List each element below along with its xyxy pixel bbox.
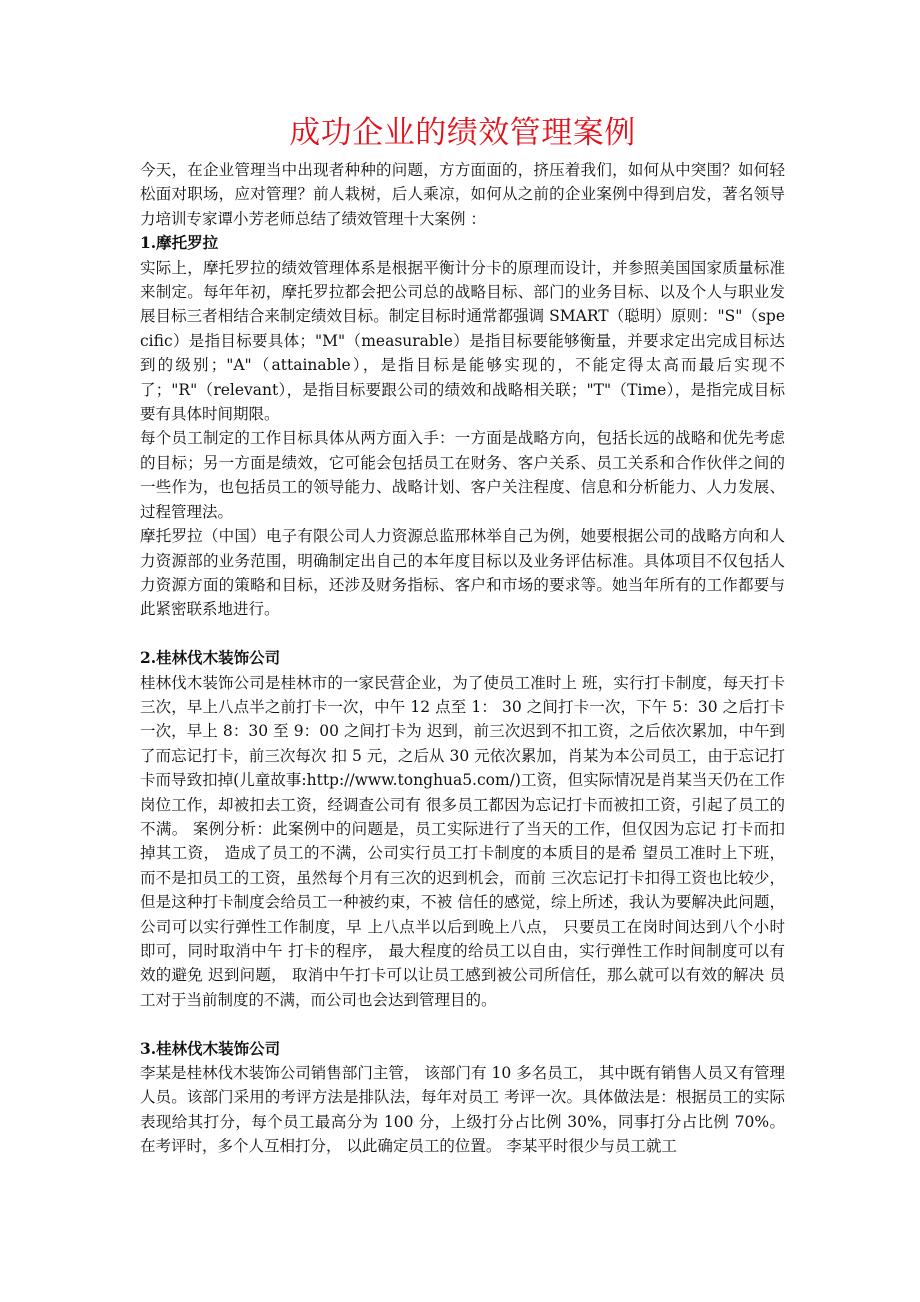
section-paragraph: 桂林伐木装饰公司是桂林市的一家民营企业，为了使员工准时上 班，实行打卡制度，每天打卡三次，早上八点半之前打卡一次，中午 12 点至 1： 30 之间打卡一次，下午 5：30 之后打卡一次，早上 8：30 至 9：00 之间打卡为 迟到，前三次迟到不扣工资，之后依次累加，中午到了而忘记打卡，前三次每次 扣 5 元，之后从 30 元依次累加，肖某为本公司员工，由于忘记打卡而导致扣掉(儿童故事:http://www.tonghua5.com/)工资，但实际情况是肖某当天仍在工作岗位工作，却被扣去工资，经调查公司有 很多员工都因为忘记打卡而被扣工资，引起了员工的不满。 案例分析：此案例中的问题是，员工实际进行了当天的工作，但仅因为忘记 打卡而扣掉其工资， 造成了员工的不满，公司实行员工打卡制度的本质目的是希 望员工准时上下班，而不是扣员工的工资，虽然每个月有三次的迟到机会，而前 三次忘记打卡扣得工资也比较少，但是这种打卡制度会给员工一种被约束，不被 信任的感觉，综上所述，我认为要解决此问题，公司可以实行弹性工作制度，早 上八点半以后到晚上八点， 只要员工在岗时间达到八个小时即可，同时取消中午 打卡的程序， 最大程度的给员工以自由，实行弹性工作时间制度可以有效的避免 迟到问题， 取消中午打卡可以让员工感到被公司所信任，那么就可以有效的解决 员工对于当前制度的不满，而公司也会达到管理目的。 [140,673,785,1009]
section-heading: 1.摩托罗拉 [140,233,219,253]
section-2 [140,646,785,1012]
section-heading: 3.桂林伐木装饰公司 [140,1038,281,1058]
section-3 [140,1037,785,1159]
section-paragraph: 李某是桂林伐木装饰公司销售部门主管， 该部门有 10 多名员工， 其中既有销售人员又有管理人员。该部门采用的考评方法是排队法，每年对员工 考评一次。具体做法是：根据员工的实际表现给其打分，每个员工最高分为 100 分，上级打分占比例 30%，同事打分占比例 70%。在考评时，多个人互相打分， 以此确定员工的位置。 李某平时很少与员工就工 [140,1064,785,1156]
document-page [140,108,785,1159]
paragraph-spacer [140,1012,785,1036]
section-heading: 2.桂林伐木装饰公司 [140,648,281,668]
intro-paragraph: 今天，在企业管理当中出现者种种的问题，方方面面的，挤压着我们，如何从中突围？如何轻松面对职场，应对管理？前人栽树，后人乘凉，如何从之前的企业案例中得到启发，著名领导力培训专家谭小芳老师总结了绩效管理十大案例 ： [140,161,785,228]
section-paragraph: 实际上，摩托罗拉的绩效管理体系是根据平衡计分卡的原理而设计，并参照美国国家质量标准来制定。每年年初，摩托罗拉都会把公司总的战略目标、部门的业务目标、以及个人与职业发展目标三者相结合来制定绩效目标。制定目标时通常都强调 SMART（聪明）原则："S"（specific）是指目标要具体；"M"（measurable）是指目标要能够衡量，并要求定出完成目标达到的级别；"A"（attainable），是指目标是能够实现的，不能定得太高而最后实现不了；"R"（relevant），是指目标要跟公司的绩效和战略相关联；"T"（Time），是指完成目标要有具体时间期限。 [140,258,785,424]
paragraph-spacer [140,622,785,646]
document-title: 成功企业的绩效管理案例 [289,115,636,151]
section-1 [140,231,785,622]
section-paragraph: 每个员工制定的工作目标具体从两方面入手：一方面是战略方向，包括长远的战略和优先考虑的目标；另一方面是绩效，它可能会包括员工在财务、客户关系、员工关系和合作伙伴之间的一些作为，也包括员工的领导能力、战略计划、客户关注程度、信息和分析能力、人力发展、过程管理法。 [140,429,785,521]
section-paragraph: 摩托罗拉（中国）电子有限公司人力资源总监邢林举自己为例，她要根据公司的战略方向和人力资源部的业务范围，明确制定出自己的本年度目标以及业务评估标准。具体项目不仅包括人力资源方面的策略和目标，还涉及财务指标、客户和市场的要求等。她当年所有的工作都要与此紧密联系地进行。 [140,527,785,619]
